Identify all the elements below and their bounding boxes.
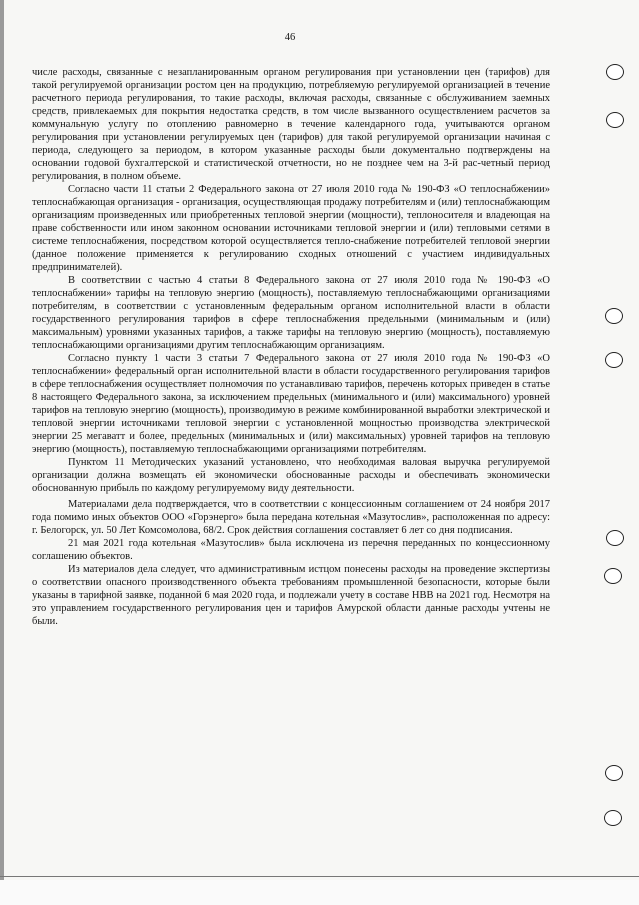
paragraph-3: В соответствии с частью 4 статьи 8 Федерального закона от 27 июля 2010 года № 190-ФЗ «О теплоснабжении» тарифы на тепловую энергию (мощность), поставляемую теплоснабжающими организациями потребителям, в соответствии с установленным федеральным органом исполнительной власти в области государственного регулирования тарифов в сфере теплоснабжения предельными (минимальным и (или) максимальным) уровнями указанных тарифов, а также тарифы на тепловую энергию (мощность), поставляемую теплоснабжающими организациями другим теплоснабжающим организациям. [32,275,550,351]
binding-hole-icon [604,810,622,826]
paragraph-1: числе расходы, связанные с незапланированным органом регулирования при установлении цен (тарифов) для такой регулируемой организации ростом цен на продукцию, потребляемую регулируемой организацией в течение расчетного периода регулирования, то такие расходы, включая расходы, связанные с обслуживанием заемных средств, привлекаемых для покрытия недостатка средств, в том числе вызванного осуществлением расчетов за коммунальную услугу по отоплению равномерно в течение календарного года, учитываются органом регулирования при установлении регулируемых цен (тарифов) для такой регулируемой организации начиная с периода, следующего за периодом, в котором указанные расходы были документально подтверждены на основании годовой бухгалтерской и статистической отчетности, но не позднее чем на 3-й рас-четный период регулирования, в полном объеме. [32,67,550,182]
document-body [32,66,550,628]
binding-hole-icon [604,568,622,584]
binding-hole-icon [605,765,623,781]
binding-hole-icon [606,112,624,128]
paragraph-7: 21 мая 2021 года котельная «Мазутослив» была исключена из перечня переданных по концессионному соглашению объектов. [32,538,550,562]
paragraph-4: Согласно пункту 1 части 3 статьи 7 Федерального закона от 27 июля 2010 года № 190-ФЗ «О теплоснабжении» федеральный орган исполнительной власти в области государственного регулирования тарифов в сфере теплоснабжения осуществляет полномочия по устанавливаю тарифов, перечень которых приведен в статье 8 настоящего Федерального закона, за исключением предельных (минимального и (или) максимального) уровней тарифов на тепловую энергию (мощность), производимую в режиме комбинированной выработки электрической и тепловой энергии источниками тепловой энергии с установленной мощностью производства электрической энергии 25 мегаватт и более, предельных (минимальных и (или) максимальных) уровней тарифов на тепловую энергию (мощность), поставляемую теплоснабжающими организациями потребителям. [32,353,550,455]
binding-hole-icon [606,64,624,80]
binding-hole-icon [606,530,624,546]
scan-left-edge [0,0,4,905]
scan-bottom-rule [0,876,639,877]
binding-hole-icon [605,308,623,324]
paragraph-8: Из материалов дела следует, что административным истцом понесены расходы на проведение экспертизы о соответствии опасного производственного объекта требованиям промышленной безопасности, которые были указаны в тарифной заявке, поданной 6 мая 2020 года, и подлежали учету в составе НВВ на 2021 год. Несмотря на это управлением государственного регулирования цен и тарифов Амурской области данные расходы учтены не были. [32,564,550,627]
scan-bottom-margin [0,880,639,905]
paragraph-6: Материалами дела подтверждается, что в соответствии с концессионным соглашением от 24 ноября 2017 года помимо иных объектов ООО «Горэнерго» была передана котельная «Мазутослив», расположенная по адресу: г. Белогорск, ул. 50 Лет Комсомолова, 68/2. Срок действия соглашения составляет 6 лет со дня подписания. [32,499,550,536]
page-number: 46 [284,32,296,43]
paragraph-2: Согласно части 11 статьи 2 Федерального закона от 27 июля 2010 года № 190-ФЗ «О теплоснабжении» теплоснабжающая организация - организация, осуществляющая продажу потребителям и (или) теплоснабжающим организациям произведенных или приобретенных тепловой энергии (мощности), теплоносителя и владеющая на праве собственности или ином законном основании источниками тепловой энергии и (или) тепловыми сетями в системе теплоснабжения, посредством которой осуществляется тепло-снабжение потребителей тепловой энергии (данное положение применяется к регулированию сходных отношений с участием индивидуальных предпринимателей). [32,184,550,273]
paragraph-5: Пунктом 11 Методических указаний установлено, что необходимая валовая выручка регулируемой организации должна возмещать ей экономически обоснованные расходы и обеспечивать экономически обоснованную прибыль по каждому регулируемому виду деятельности. [32,457,550,494]
binding-hole-icon [605,352,623,368]
